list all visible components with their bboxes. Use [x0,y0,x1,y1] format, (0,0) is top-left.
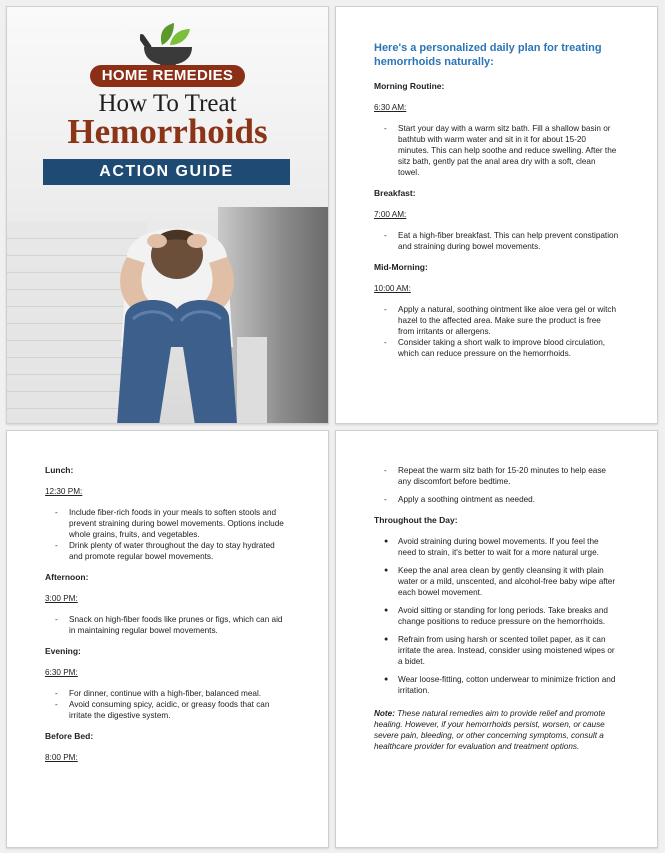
list-item: ● Wear loose-fitting, cotton underwear to minimize friction and irritation. [384,674,619,696]
action-guide-bar: ACTION GUIDE [43,159,290,185]
time-label: 10:00 AM: [374,284,411,293]
time-label: 8:00 PM: [45,753,78,762]
lunch-list [45,507,290,562]
note-label: Note: [374,709,395,718]
afternoon-list [45,614,290,636]
evening-list [45,688,290,721]
midmorning-list [374,304,619,359]
list-item: - Snack on high-fiber foods like prunes or figs, which can aid in maintaining regular bowel movements. [55,614,290,636]
plan-page-1 [335,6,658,424]
time-label: 3:00 PM: [45,594,78,603]
section-lunch: Lunch: [45,465,74,475]
section-before-bed: Before Bed: [45,731,94,741]
section-morning: Morning Routine: [374,81,445,91]
list-item: - Include fiber-rich foods in your meals to soften stools and prevent straining during bowel movements. Options include whole grains, fruits, and vegetables. [55,507,290,540]
mortar-pestle-icon [140,23,196,69]
time-label: 6:30 PM: [45,668,78,677]
disclaimer-note [374,708,619,752]
list-item: - Repeat the warm sitz bath for 15-20 minutes to help ease any discomfort before bedtime. [384,465,619,487]
note-text: These natural remedies aim to provide relief and promote healing. However, if your hemorrhoids persist, worsen, or cause severe pain, bleeding, or other concerning symptoms, consult a healthcare provider for evaluation and treatment options. [374,709,606,751]
list-item: - Drink plenty of water throughout the day to stay hydrated and promote regular bowel movements. [55,540,290,562]
list-item: ● Refrain from using harsh or scented toilet paper, as it can irritate the area. Instead, consider using moistened wipes or a bidet. [384,634,619,667]
morning-list [374,123,619,178]
page-content [45,465,290,773]
time-label: 7:00 AM: [374,210,407,219]
plan-page-2 [6,430,329,848]
list-item: - Eat a high-fiber breakfast. This can help prevent constipation and straining during bowel movements. [384,230,619,252]
page-content [374,41,619,369]
home-remedies-badge: HOME REMEDIES [90,65,245,87]
plan-page-3 [335,430,658,848]
section-midmorning: Mid-Morning: [374,262,428,272]
distressed-person-image [87,197,267,424]
list-item: ● Avoid sitting or standing for long periods. Take breaks and change positions to reduce pressure on the hemorrhoids. [384,605,619,627]
time-label: 6:30 AM: [374,103,407,112]
section-throughout-day: Throughout the Day: [374,515,458,525]
before-bed-list [374,465,619,505]
time-label: 12:30 PM: [45,487,83,496]
page-content [374,465,619,752]
throughout-day-list [374,536,619,696]
cover-page [6,6,329,424]
breakfast-list [374,230,619,252]
list-item: - Avoid consuming spicy, acidic, or greasy foods that can irritate the digestive system. [55,699,290,721]
page-heading: Here's a personalized daily plan for treating hemorrhoids naturally: [374,42,602,68]
list-item: - Start your day with a warm sitz bath. Fill a shallow basin or bathtub with warm water and sit in it for about 15-20 minutes. This can help soothe and reduce swelling. After the sitz bath, gently pat the anal area dry with a soft, clean towel. [384,123,619,178]
section-afternoon: Afternoon: [45,572,89,582]
list-item: ● Keep the anal area clean by gently cleansing it with plain water or a mild, unscented, and alcohol-free baby wipe after each bowel movement. [384,565,619,598]
cover-title-line2: Hemorrhoids [67,112,268,151]
list-item: - Apply a natural, soothing ointment like aloe vera gel or witch hazel to the affected area. Make sure the product is free from irritants or allergens. [384,304,619,337]
list-item: ● Avoid straining during bowel movements. If you feel the need to strain, it's better to wait for a more natural urge. [384,536,619,558]
list-item: - For dinner, continue with a high-fiber, balanced meal. [55,688,290,699]
list-item: - Apply a soothing ointment as needed. [384,494,619,505]
list-item: - Consider taking a short walk to improve blood circulation, which can reduce pressure on the hemorrhoids. [384,337,619,359]
section-breakfast: Breakfast: [374,188,416,198]
cover-title-line1: How To Treat [98,90,237,117]
section-evening: Evening: [45,646,81,656]
